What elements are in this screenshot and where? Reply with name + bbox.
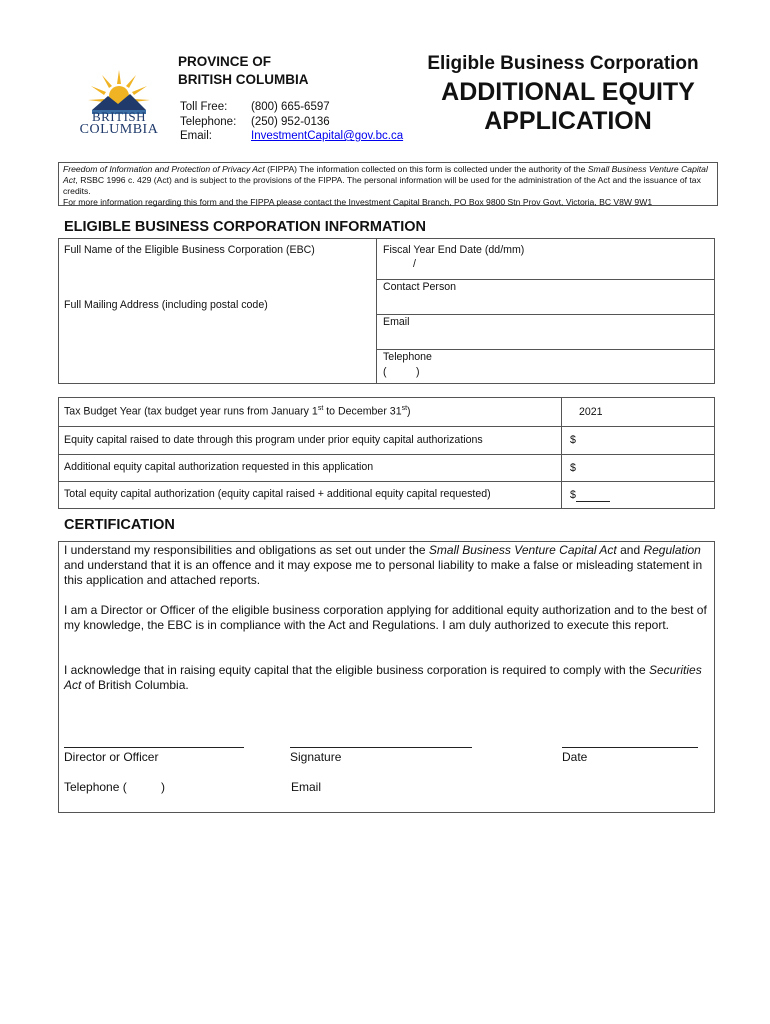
contact-person-field[interactable] [380,294,710,312]
form-title [408,78,728,136]
tax-budget-label-part1: Tax Budget Year (tax budget year runs from January 1 [64,405,318,418]
form-title-line1: ADDITIONAL EQUITY [441,78,695,106]
equity-raised-label: Equity capital raised to date through this program under prior equity capital authorizations [64,434,483,446]
fippa-notice [58,162,718,206]
equity-table-divider [561,397,562,509]
tax-budget-sup1: st [317,405,324,412]
telephone-value: (250) 952-0136 [251,115,330,128]
tax-budget-year-value[interactable]: 2021 [579,406,603,418]
cert-telephone-close: ) [161,780,165,794]
cert-p1-part3: and understand that it is an offence and it may expose me to personal liability to make a false or misleading statement in this application and attached reports. [64,558,703,587]
fippa-italic1: Freedom of Information and Protection of Privacy Act [63,164,265,174]
ebc-email-label: Email [383,316,410,328]
cert-email-label: Email [291,780,322,794]
additional-equity-label: Additional equity capital authorization requested in this application [64,461,374,473]
certification-heading: CERTIFICATION [64,517,175,533]
mailing-address-label: Full Mailing Address (including postal code) [64,299,268,311]
tax-budget-sup2: st [401,405,408,412]
certification-paragraph2: I am a Director or Officer of the eligible business corporation applying for additional equity authorization and to the best of my knowledge, the EBC is in compliance with the Act and Regulations. I am duly authorized to execute this report. [64,603,707,632]
telephone-label: Telephone: [180,115,237,128]
province-heading [178,53,309,89]
total-equity-underline [576,501,610,502]
toll-free-label: Toll Free: [180,101,228,113]
ebc-row-line2 [376,314,715,315]
tax-budget-label-part2: to December 31 [323,405,402,418]
total-equity-label: Total equity capital authorization (equity capital raised + additional equity capital requested) [64,488,491,500]
fiscal-year-end-label: Fiscal Year End Date (dd/mm) [383,244,525,256]
director-signature-line[interactable] [64,747,244,748]
date-label: Date [562,750,588,764]
email-label: Email: [180,130,212,142]
equity-row-line1 [58,426,715,427]
ebc-row-line3 [376,349,715,350]
equity-row-line3 [58,481,715,482]
logo-line2: COLUMBIA [79,122,159,137]
province-line1: PROVINCE OF [178,54,272,69]
ebc-telephone-field[interactable]: ( ) [383,366,420,378]
fippa-text1: (FIPPA) The information collected on this form is collected under the authority of the [264,164,588,174]
date-line[interactable] [562,747,698,748]
ebc-full-name-label: Full Name of the Eligible Business Corporation (EBC) [64,244,315,256]
cert-p3-part1: I acknowledge that in raising equity capital that the eligible business corporation is required to comply with the [64,663,649,677]
logo-wordmark [74,110,164,136]
tax-budget-year-label [64,405,411,418]
cert-p1-part1: I understand my responsibilities and obligations as set out under the [64,543,429,557]
contact-person-label: Contact Person [383,281,457,293]
tax-budget-label-part3: ) [407,405,411,418]
fippa-text2: , RSBC 1996 c. 429 (Act) and is subject to the provisions of the FIPPA. The personal information will be used for the administration of the Act and the issuance of tax credits. [63,175,701,196]
total-equity-field[interactable]: $ [570,489,576,501]
equity-raised-field[interactable]: $ [570,434,576,446]
logo-line1: BRITISH [91,109,147,124]
ebc-email-field[interactable] [380,329,710,347]
fippa-contact-line: For more information regarding this form and the FIPPA please contact the Investment Capital Branch, PO Box 9800 Stn Prov Govt, Victoria, BC V8W 9W1 [63,197,653,207]
ebc-telephone-label: Telephone [383,351,432,363]
cert-p3-part2: of British Columbia. [81,678,189,692]
director-officer-label: Director or Officer [64,750,159,764]
fiscal-year-end-field[interactable]: / [413,258,416,270]
mailing-address-field[interactable] [62,314,372,380]
email-link[interactable]: InvestmentCapital@gov.bc.ca [251,130,404,142]
signature-line[interactable] [290,747,472,748]
signature-label: Signature [290,750,342,764]
toll-free-value: (800) 665-6597 [251,101,330,113]
certification-paragraph3 [64,663,709,693]
ebc-heading: ELIGIBLE BUSINESS CORPORATION INFORMATION [64,219,426,235]
additional-equity-field[interactable]: $ [570,462,576,474]
cert-telephone-label: Telephone ( [64,780,127,794]
cert-email-field[interactable] [330,778,700,794]
fippa-italic2: Small Business Venture Capital Act [63,164,708,185]
contact-info [180,100,403,144]
ebc-row-line1 [376,279,715,280]
form-title-line2: APPLICATION [484,107,652,135]
cert-p3-italic: Securities Act [64,663,702,692]
cert-telephone-field[interactable] [136,778,158,794]
certification-paragraph1 [64,543,709,588]
cert-p1-italic2: Regulation [643,543,701,557]
ebc-divider [376,238,377,384]
province-line2: BRITISH COLUMBIA [178,72,309,87]
cert-p1-italic1: Small Business Venture Capital Act [428,543,617,557]
form-subtitle: Eligible Business Corporation [427,53,699,74]
ebc-full-name-field[interactable] [62,258,372,294]
cert-p1-part2: and [616,543,644,557]
equity-row-line2 [58,454,715,455]
